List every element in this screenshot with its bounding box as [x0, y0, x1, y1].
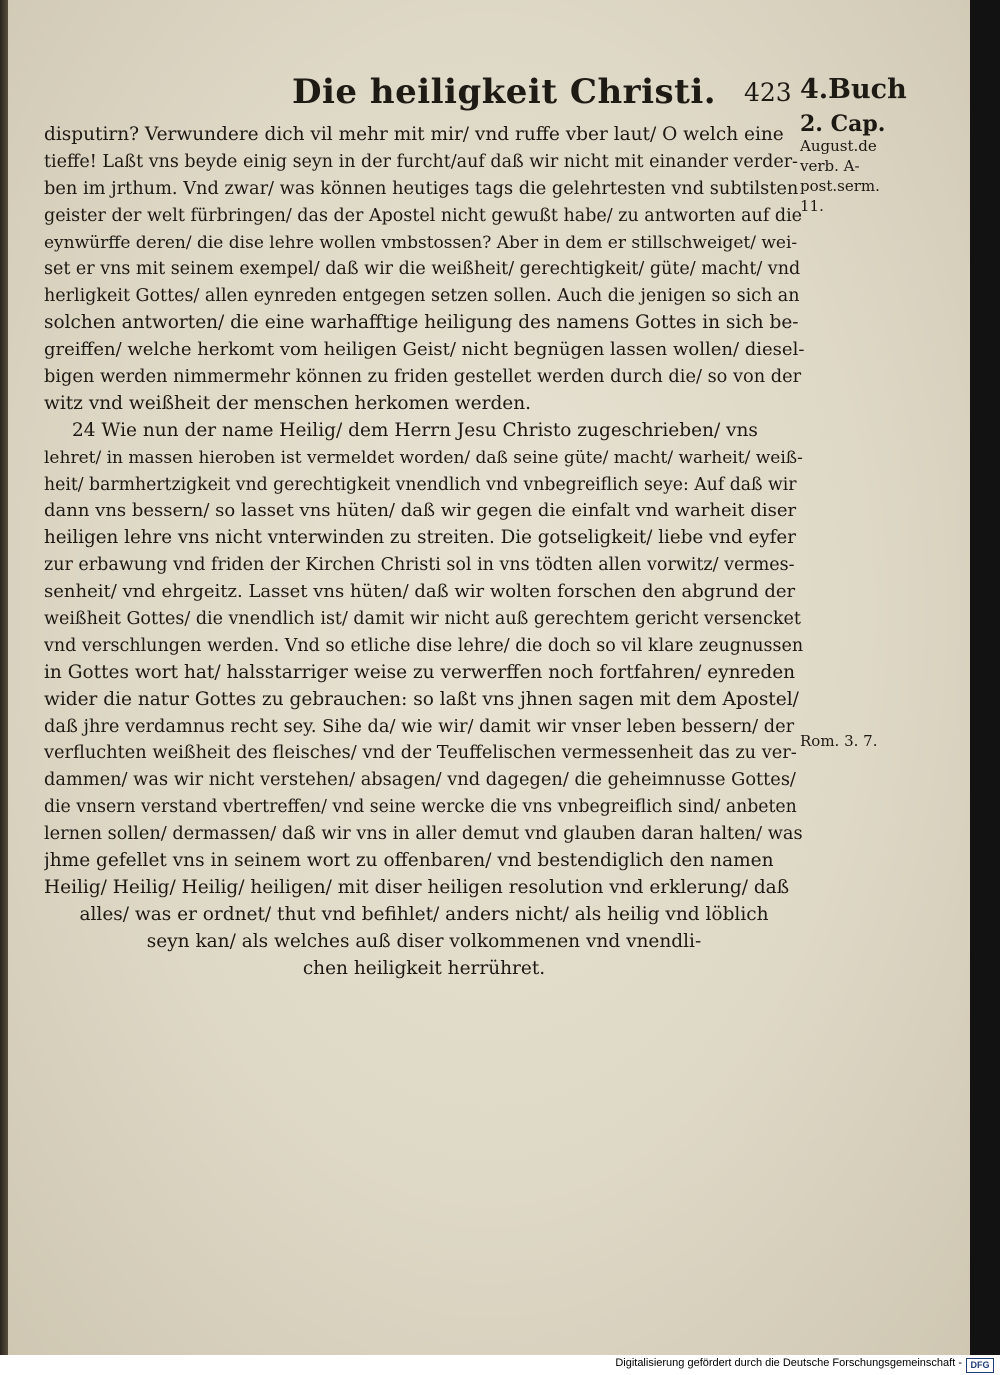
text-line: dammen/ was wir nicht verstehen/ absagen/ vnd dagegen/ die geheimnusse Gottes/: [44, 770, 796, 791]
text-line: set er vns mit seinem exempel/ daß wir die weißheit/ gerechtigkeit/ güte/ macht/ vnd: [44, 259, 801, 280]
page-header: [20, 72, 907, 122]
text-line: die vnsern verstand vbertreffen/ vnd seine wercke die vns vnbegreiflich sind/ anbeten: [44, 797, 797, 818]
margin-note-line: post.serm.: [800, 177, 880, 195]
scan-background-edge: [970, 0, 1000, 1355]
text-line: tieffe! Laßt vns beyde einig seyn in der furcht/auf daß wir nicht mit einander verder-: [44, 151, 798, 172]
body-text: [44, 122, 804, 983]
margin-note-rom: Rom. 3. 7.: [800, 732, 878, 750]
text-line: senheit/ vnd ehrgeitz. Lasset vns hüten/ daß wir wolten forschen den abgrund der: [44, 581, 796, 603]
funding-credit: Digitalisierung gefördert durch die Deutsche Forschungsgemeinschaft -: [615, 1357, 962, 1369]
text-line: herligkeit Gottes/ allen eynreden entgegen setzen sollen. Auch die jenigen so sich an: [44, 286, 800, 307]
margin-note-line: verb. A-: [800, 157, 860, 175]
text-line: lernen sollen/ dermassen/ daß wir vns in aller demut vnd glauben daran halten/ was: [44, 824, 803, 845]
text-line: verfluchten weißheit des fleisches/ vnd der Teuffelischen vermessenheit das zu ver-: [44, 743, 797, 764]
text-line: zur erbawung vnd friden der Kirchen Christi sol in vns tödten allen vorwitz/ vermes-: [44, 555, 795, 576]
text-line: greiffen/ welche herkomt vom heiligen Geist/ nicht begnügen lassen wollen/ diesel-: [44, 339, 804, 361]
text-line: weißheit Gottes/ die vnendlich ist/ damit wir nicht auß gerechtem gericht versencket: [44, 609, 801, 630]
text-line: vnd verschlungen werden. Vnd so etliche dise lehre/ die doch so vil klare zeugnussen: [44, 635, 804, 656]
text-line: ben im jrthum. Vnd zwar/ was können heutiges tags die gelehrtesten vnd subtilsten: [44, 178, 799, 199]
margin-chapter: 2. Cap.: [800, 111, 886, 137]
text-line: heiligen lehre vns nicht vnterwinden zu streiten. Die gotseligkeit/ liebe vnd eyfer: [44, 527, 796, 549]
text-line: bigen werden nimmermehr können zu friden gestellet werden durch die/ so von der: [44, 367, 802, 388]
page-number: 423: [744, 78, 792, 107]
paragraph-24-start: 24 Wie nun der name Heilig/ dem Herrn Jesu Christo zugeschrieben/ vns: [72, 419, 758, 441]
text-line: daß jhre verdamnus recht sey. Sihe da/ wie wir/ damit wir vnser leben bessern/ der: [44, 716, 795, 737]
text-line: geister der welt fürbringen/ das der Apostel nicht gewußt habe/ zu antworten auf die: [44, 205, 803, 226]
text-line: lehret/ in massen hieroben ist vermeldet worden/ daß seine güte/ macht/ warheit/ weiß-: [44, 447, 803, 468]
running-title: Die heiligkeit Christi.: [292, 72, 717, 112]
margin-note-chapter: [800, 112, 900, 216]
text-line: eynwürffe deren/ die dise lehre wollen vmbstossen? Aber in dem er stillschweiget/ wei-: [44, 232, 798, 253]
text-line: jhme gefellet vns in seinem wort zu offenbaren/ vnd bestendiglich den namen: [44, 850, 774, 872]
book-label: 4.Buch: [800, 74, 907, 105]
footer-bar: [0, 1355, 1000, 1375]
text-line-centered: seyn kan/ als welches auß diser volkommenen vnd vnendli-: [146, 930, 702, 952]
dfg-logo: DFG: [966, 1358, 994, 1373]
text-line: wider die natur Gottes zu gebrauchen: so laßt vns jhnen sagen mit dem Apostel/: [44, 688, 799, 710]
margin-note-line: August.de: [800, 137, 877, 155]
margin-note-line: 11.: [800, 197, 824, 215]
text-line: in Gottes wort hat/ halsstarriger weise zu verwerffen noch fortfahren/ eynreden: [44, 661, 796, 683]
text-line: disputirn? Verwundere dich vil mehr mit mir/ vnd ruffe vber laut/ O welch eine: [44, 124, 784, 145]
text-line-centered: alles/ was er ordnet/ thut vnd befihlet/ anders nicht/ als heilig vnd löblich: [79, 903, 769, 925]
text-line: dann vns bessern/ so lasset vns hüten/ daß wir gegen die einfalt vnd warheit diser: [44, 500, 797, 522]
text-line: witz vnd weißheit der menschen herkomen werden.: [44, 392, 532, 414]
text-line: Heilig/ Heilig/ Heilig/ heiligen/ mit diser heiligen resolution vnd erklerung/ daß: [44, 876, 790, 898]
text-line: heit/ barmhertzigkeit vnd gerechtigkeit vnendlich vnd vnbegreiflich seye: Auf daß wir: [44, 474, 797, 495]
text-line: solchen antworten/ die eine warhafftige heiligung des namens Gottes in sich be-: [44, 312, 799, 334]
text-line-centered: chen heiligkeit herrühret.: [302, 957, 546, 979]
